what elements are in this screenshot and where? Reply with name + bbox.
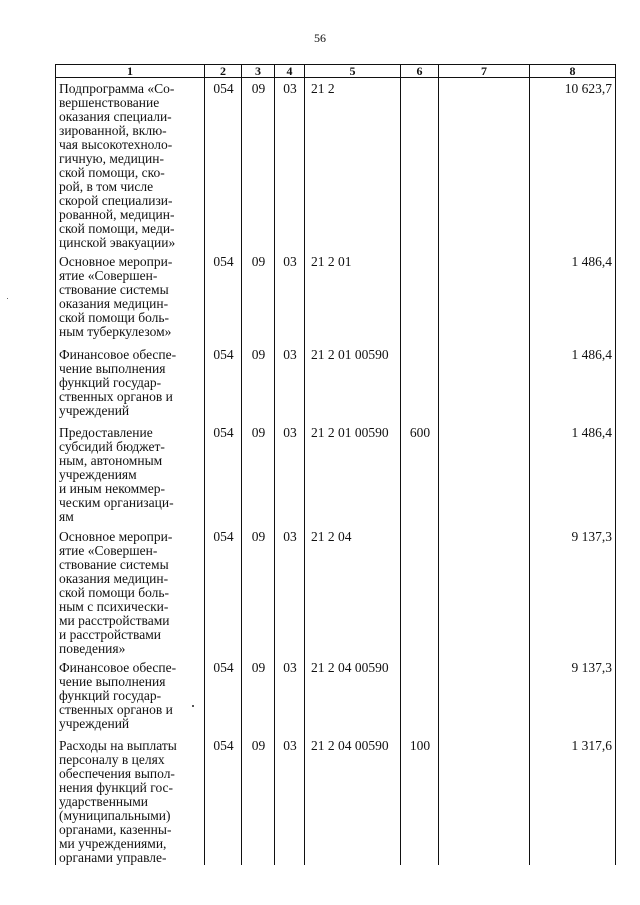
- table-row: [56, 421, 616, 525]
- ministry-code: 054: [205, 250, 242, 343]
- row-name-line: субсидий бюджет-: [59, 439, 165, 454]
- row-name-line: ствование системы: [59, 557, 169, 572]
- target-article-code: 21 2 04 00590: [305, 656, 401, 734]
- column-header: 2: [205, 65, 242, 78]
- section-code: 09: [242, 78, 275, 251]
- row-name-line: ным, автономным: [59, 453, 163, 468]
- column-header: 7: [439, 65, 530, 78]
- row-name-line: рой, в том числе: [59, 179, 154, 194]
- row-name-line: органами управле-: [59, 850, 167, 865]
- section-code: 09: [242, 734, 275, 865]
- row-name-line: цинской эвакуации»: [59, 235, 176, 250]
- table-row: [56, 343, 616, 421]
- expense-type-code: [401, 656, 439, 734]
- row-name-line: оказания медицин-: [59, 571, 169, 586]
- expense-type-code: [401, 525, 439, 656]
- scan-artifact: [7, 298, 8, 299]
- row-name-line: скорой специализи-: [59, 193, 173, 208]
- row-name-line: ской помощи боль-: [59, 585, 170, 600]
- row-name-line: ской помощи боль-: [59, 310, 170, 325]
- row-name-line: ным с психически-: [59, 599, 169, 614]
- column-header: 4: [275, 65, 305, 78]
- ministry-code: 054: [205, 734, 242, 865]
- table-row: [56, 78, 616, 251]
- ministry-code: 054: [205, 78, 242, 251]
- target-article-code: 21 2 01 00590: [305, 343, 401, 421]
- row-name: [56, 656, 205, 734]
- row-name-line: оказания специали-: [59, 109, 172, 124]
- ministry-code: 054: [205, 421, 242, 525]
- row-name-line: оказания медицин-: [59, 296, 169, 311]
- row-name-line: Основное меропри-: [59, 529, 173, 544]
- column-header: 6: [401, 65, 439, 78]
- row-name: [56, 343, 205, 421]
- target-article-code: 21 2: [305, 78, 401, 251]
- row-name-line: ми учреждениями,: [59, 836, 167, 851]
- row-name-line: Финансовое обеспе-: [59, 347, 177, 362]
- row-name-line: Предоставление: [59, 425, 153, 440]
- row-name-line: Основное меропри-: [59, 254, 173, 269]
- target-article-code: 21 2 04 00590: [305, 734, 401, 865]
- row-name-line: вершенствование: [59, 95, 160, 110]
- expense-type-code: [401, 250, 439, 343]
- subsection-code: 03: [275, 250, 305, 343]
- column-7-value: [439, 656, 530, 734]
- expense-type-code: 600: [401, 421, 439, 525]
- table-row: [56, 656, 616, 734]
- row-name-line: ственных органов и: [59, 389, 173, 404]
- page-number: 56: [314, 31, 326, 45]
- row-name: [56, 250, 205, 343]
- subsection-code: 03: [275, 343, 305, 421]
- table-row: [56, 250, 616, 343]
- amount: 1 486,4: [530, 343, 616, 421]
- row-name-line: ской помощи, меди-: [59, 221, 175, 236]
- amount: 1 486,4: [530, 250, 616, 343]
- row-name-line: ственных органов и: [59, 702, 173, 717]
- section-code: 09: [242, 421, 275, 525]
- row-name-line: ятие «Совершен-: [59, 268, 158, 283]
- row-name-line: функций государ-: [59, 688, 162, 703]
- row-name-line: чение выполнения: [59, 674, 166, 689]
- row-name-line: гичную, медицин-: [59, 151, 164, 166]
- row-name-line: ям: [59, 509, 74, 524]
- row-name-line: учреждений: [59, 716, 130, 731]
- row-name-line: ми расстройствами: [59, 613, 170, 628]
- row-name-line: и расстройствами: [59, 627, 161, 642]
- row-name-line: чая высокотехноло-: [59, 137, 173, 152]
- column-header: 5: [305, 65, 401, 78]
- row-name-line: обеспечения выпол-: [59, 766, 175, 781]
- row-name-line: учреждений: [59, 403, 130, 418]
- row-name-line: ской помощи, ско-: [59, 165, 165, 180]
- row-name-line: нения функций гос-: [59, 780, 174, 795]
- target-article-code: 21 2 01: [305, 250, 401, 343]
- row-name: [56, 525, 205, 656]
- target-article-code: 21 2 01 00590: [305, 421, 401, 525]
- amount: 1 486,4: [530, 421, 616, 525]
- column-7-value: [439, 343, 530, 421]
- section-code: 09: [242, 656, 275, 734]
- row-name-line: Расходы на выплаты: [59, 738, 177, 753]
- expense-type-code: [401, 343, 439, 421]
- row-name-line: ным туберкулезом»: [59, 324, 172, 339]
- ministry-code: 054: [205, 343, 242, 421]
- column-7-value: [439, 421, 530, 525]
- row-name-line: Подпрограмма «Со-: [59, 81, 175, 96]
- amount: 9 137,3: [530, 525, 616, 656]
- row-name-line: поведения»: [59, 641, 126, 656]
- amount: 1 317,6: [530, 734, 616, 865]
- row-name-line: персоналу в целях: [59, 752, 165, 767]
- ministry-code: 054: [205, 525, 242, 656]
- column-7-value: [439, 525, 530, 656]
- row-name-line: зированной, вклю-: [59, 123, 167, 138]
- column-header: 8: [530, 65, 616, 78]
- amount: 10 623,7: [530, 78, 616, 251]
- table-row: [56, 734, 616, 865]
- row-name: [56, 734, 205, 865]
- subsection-code: 03: [275, 656, 305, 734]
- row-name-line: ческим организаци-: [59, 495, 174, 510]
- row-name-line: ударственными: [59, 794, 148, 809]
- row-name-line: и иным некоммер-: [59, 481, 165, 496]
- column-header: 1: [56, 65, 205, 78]
- table-body: [56, 78, 616, 866]
- amount: 9 137,3: [530, 656, 616, 734]
- column-header: 3: [242, 65, 275, 78]
- expense-type-code: [401, 78, 439, 251]
- section-code: 09: [242, 250, 275, 343]
- target-article-code: 21 2 04: [305, 525, 401, 656]
- budget-table: [55, 64, 616, 865]
- row-name-line: рованной, медицин-: [59, 207, 175, 222]
- row-name-line: учреждениям: [59, 467, 137, 482]
- row-name-line: Финансовое обеспе-: [59, 660, 177, 675]
- row-name-line: чение выполнения: [59, 361, 166, 376]
- subsection-code: 03: [275, 421, 305, 525]
- column-7-value: [439, 734, 530, 865]
- table-row: [56, 525, 616, 656]
- column-7-value: [439, 78, 530, 251]
- scan-artifact: [192, 705, 194, 707]
- subsection-code: 03: [275, 78, 305, 251]
- column-7-value: [439, 250, 530, 343]
- row-name-line: органами, казенны-: [59, 822, 172, 837]
- section-code: 09: [242, 343, 275, 421]
- row-name-line: (муниципальными): [59, 808, 171, 823]
- row-name: [56, 421, 205, 525]
- subsection-code: 03: [275, 525, 305, 656]
- section-code: 09: [242, 525, 275, 656]
- row-name-line: функций государ-: [59, 375, 162, 390]
- row-name: [56, 78, 205, 251]
- ministry-code: 054: [205, 656, 242, 734]
- expense-type-code: 100: [401, 734, 439, 865]
- row-name-line: ствование системы: [59, 282, 169, 297]
- header-row: [56, 65, 616, 78]
- row-name-line: ятие «Совершен-: [59, 543, 158, 558]
- subsection-code: 03: [275, 734, 305, 865]
